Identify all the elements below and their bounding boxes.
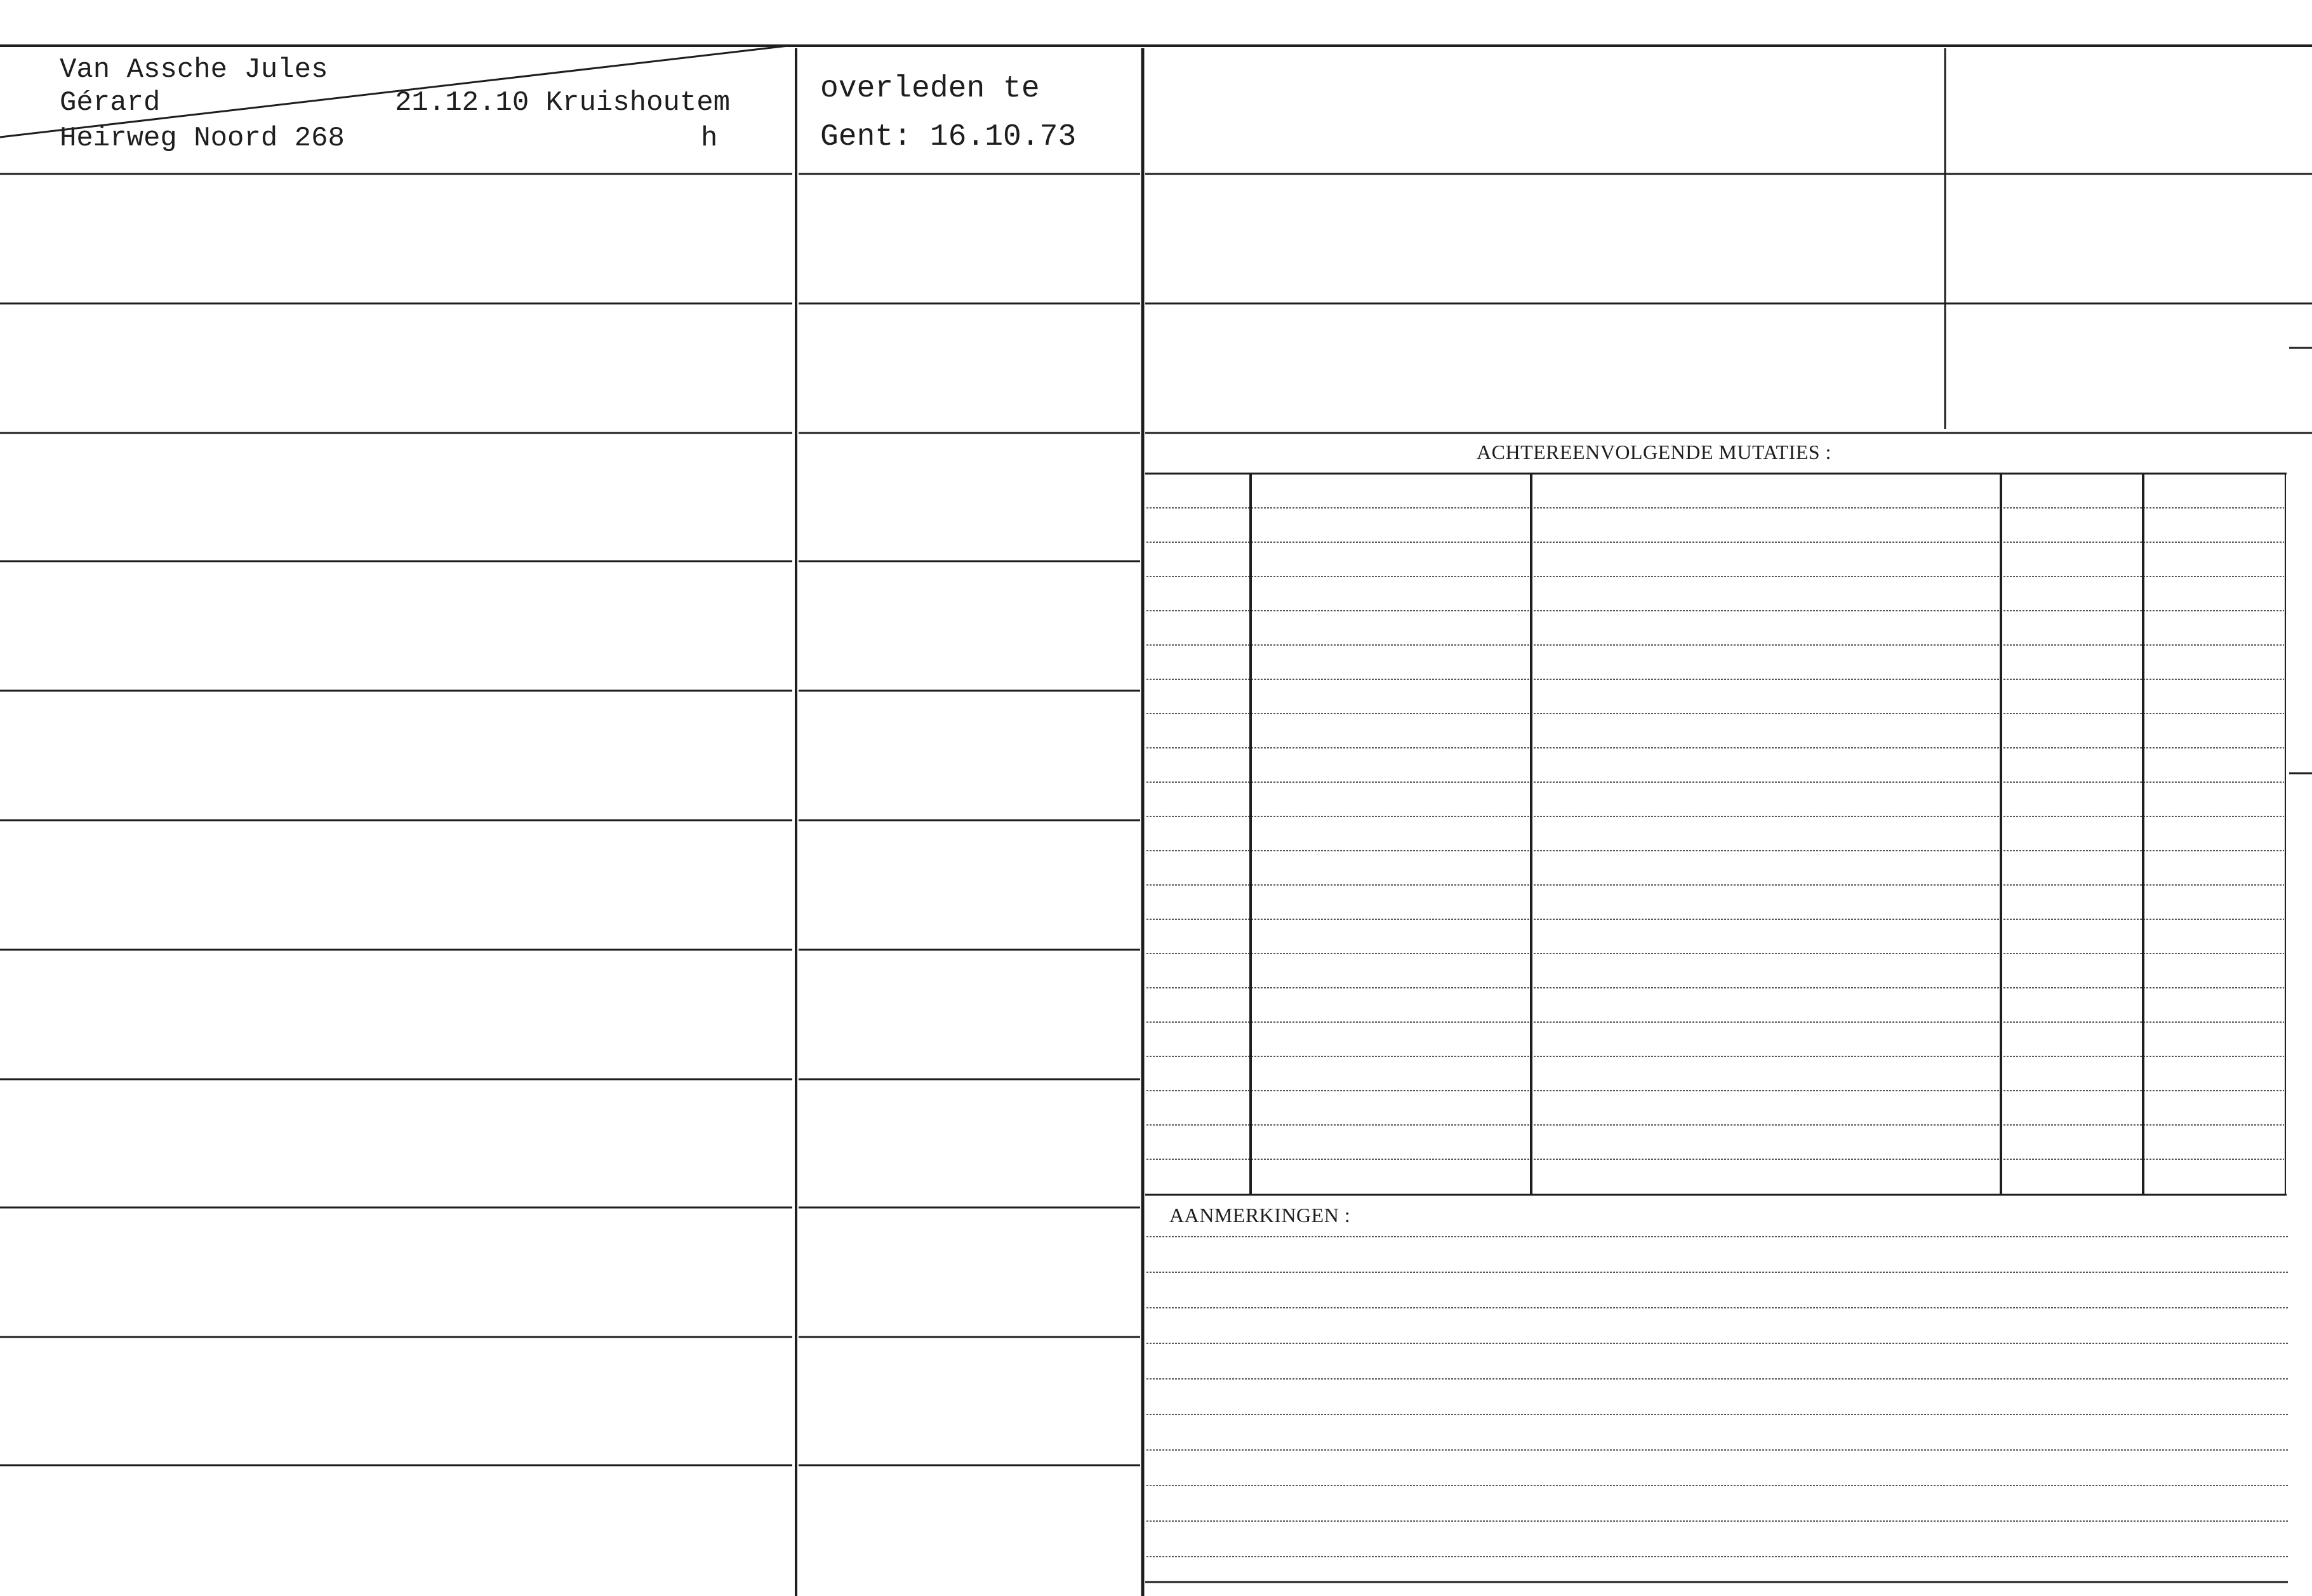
death-note-date: Gent: 16.10.73	[820, 120, 1077, 154]
remarks-heading: AANMERKINGEN :	[1169, 1204, 1351, 1227]
death-note-place: overleden te	[820, 72, 1040, 106]
name-line: Van Assche Jules	[60, 54, 328, 86]
mutations-heading: ACHTEREENVOLGENDE MUTATIES :	[1477, 441, 1831, 463]
status-code: h	[701, 123, 718, 154]
address-line: Heirweg Noord 268	[60, 123, 345, 154]
birth-date-place: 21.12.10 Kruishoutem	[395, 87, 731, 119]
second-given-name: Gérard	[60, 87, 161, 119]
